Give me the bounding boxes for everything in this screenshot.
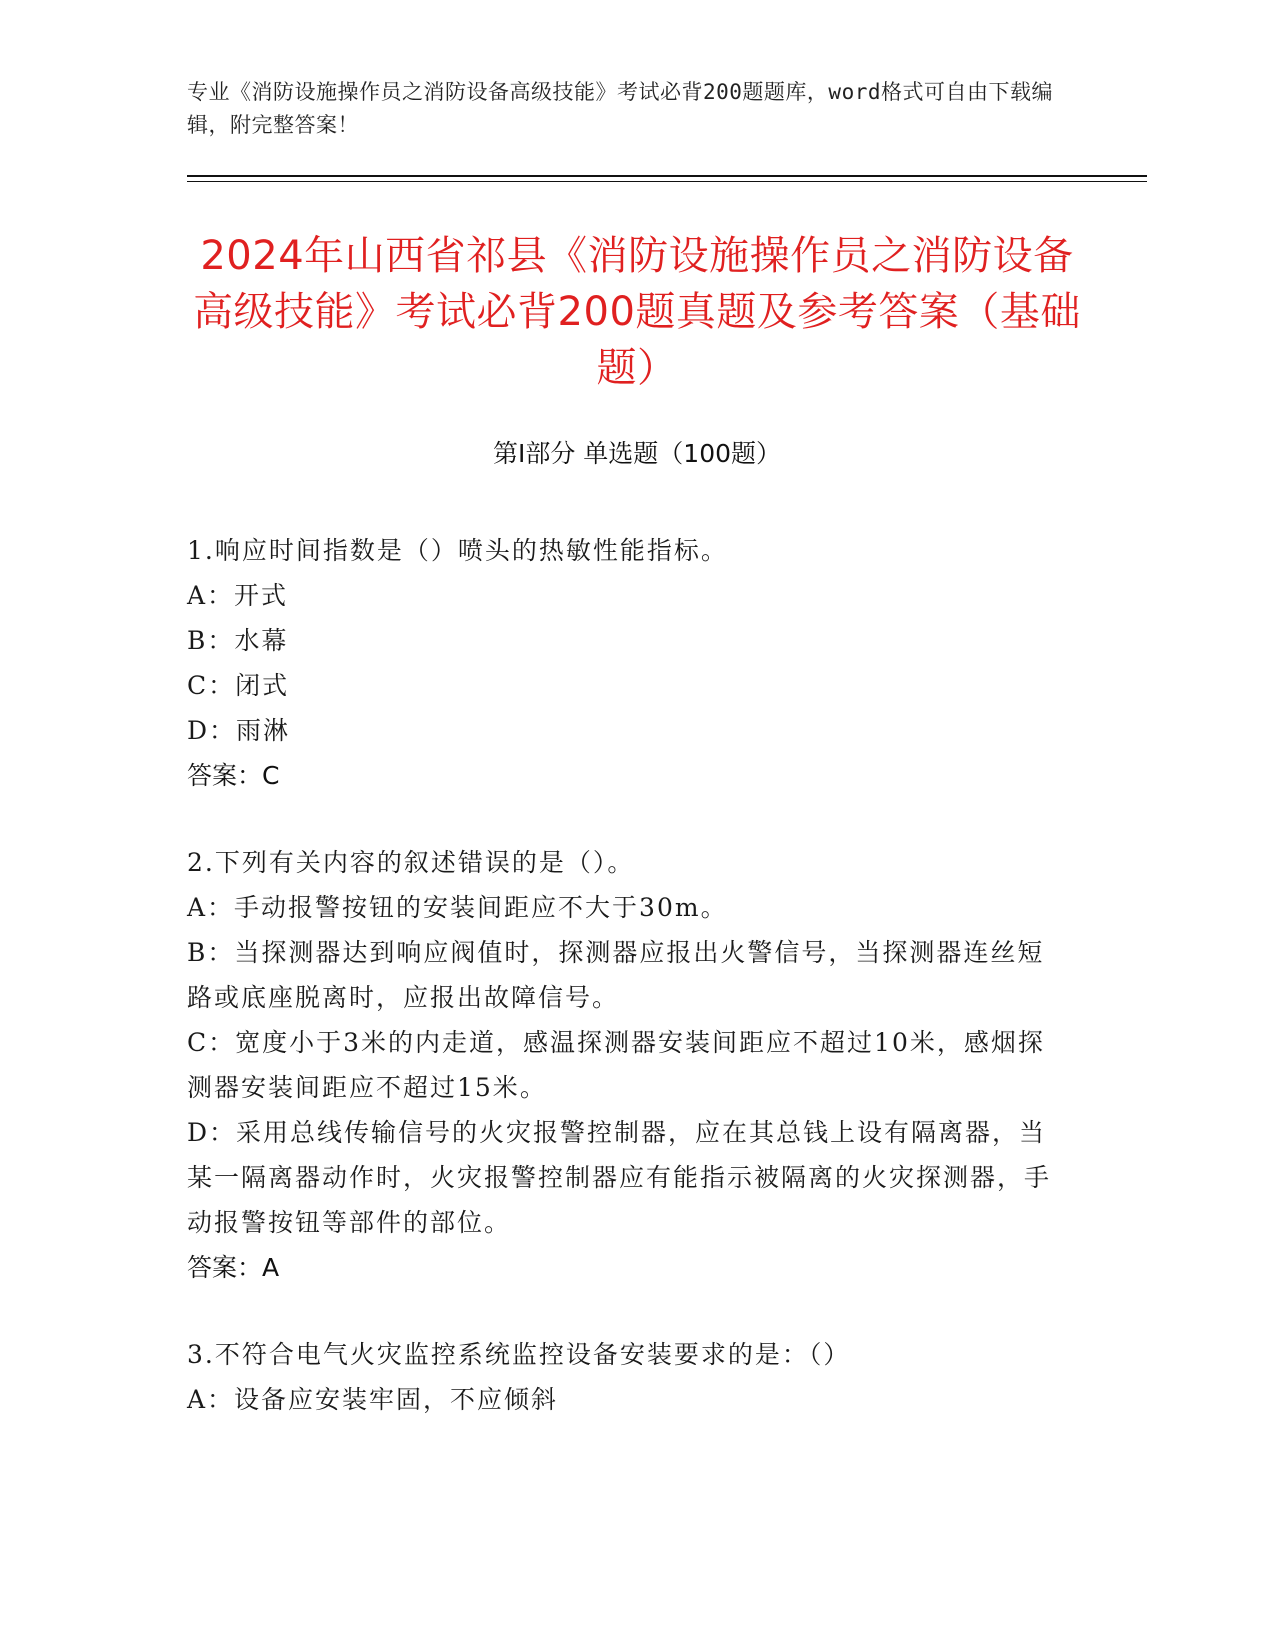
question-stem: 2.下列有关内容的叙述错误的是（）。 xyxy=(187,848,635,877)
answer-line: 答案：A xyxy=(187,1253,280,1282)
question-1 xyxy=(187,528,1067,798)
question-3 xyxy=(187,1332,1067,1422)
question-stem: 3.不符合电气火灾监控系统监控设备安装要求的是：（） xyxy=(187,1340,851,1369)
answer-line: 答案：C xyxy=(187,761,280,790)
option-a: A：设备应安装牢固，不应倾斜 xyxy=(187,1385,559,1414)
question-stem: 1.响应时间指数是（）喷头的热敏性能指标。 xyxy=(187,536,728,565)
header-note: 专业《消防设施操作员之消防设备高级技能》考试必背200题题库，word格式可自由下载编辑，附完整答案！ xyxy=(187,80,1053,137)
document-title: 2024年山西省祁县《消防设施操作员之消防设备高级技能》考试必背200题真题及参考答案（基础题） xyxy=(193,233,1081,391)
option-b: B：当探测器达到响应阀值时，探测器应报出火警信号，当探测器连丝短路或底座脱离时，应报出故障信号。 xyxy=(187,938,1045,1012)
option-a: A：手动报警按钮的安装间距应不大于30m。 xyxy=(187,893,728,922)
section-heading: 第Ⅰ部分 单选题（100题） xyxy=(492,439,782,468)
option-c: C：宽度小于3米的内走道，感温探测器安装间距应不超过10米，感烟探测器安装间距应不超过15米。 xyxy=(187,1028,1045,1102)
option-d: D：雨淋 xyxy=(187,716,291,745)
option-a: A：开式 xyxy=(187,581,289,610)
option-c: C：闭式 xyxy=(187,671,290,700)
option-d: D：采用总线传输信号的火灾报警控制器，应在其总钱上设有隔离器，当某一隔离器动作时，火灾报警控制器应有能指示被隔离的火灾探测器，手动报警按钮等部件的部位。 xyxy=(187,1118,1052,1237)
header-divider-thin xyxy=(187,181,1147,182)
question-2 xyxy=(187,840,1067,1290)
header-divider-thick xyxy=(187,175,1147,177)
question-list xyxy=(187,528,1067,1464)
option-b: B：水幕 xyxy=(187,626,289,655)
